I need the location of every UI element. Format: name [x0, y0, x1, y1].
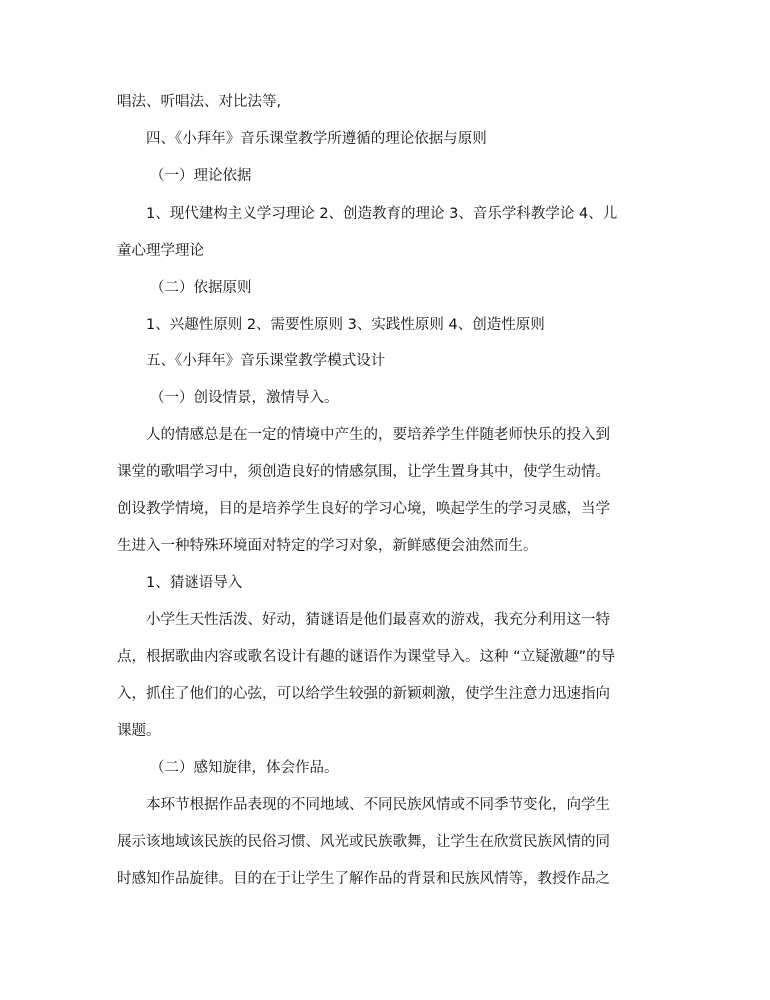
subsection-heading: 1、猜谜语导入 — [146, 575, 243, 591]
subsection-heading: （二）感知旋律，体会作品。 — [150, 760, 339, 776]
section-heading: 四、《小拜年》音乐课堂教学所遵循的理论依据与原则 — [146, 131, 487, 147]
text-line: 生进入一种特殊环境面对特定的学习对象，新鲜感便会油然而生。 — [117, 538, 538, 554]
text-line: 唱法、听唱法、对比法等, — [117, 94, 282, 110]
text-line: 入，抓住了他们的心弦，可以给学生较强的新颖刺激，使学生注意力迅速指向 — [117, 686, 610, 702]
text-line: 创设教学情境，目的是培养学生良好的学习心境，唤起学生的学习灵感，当学 — [117, 501, 610, 517]
text-line: 1、兴趣性原则 2、需要性原则 3、实践性原则 4、创造性原则 — [146, 317, 545, 333]
text-line: 课堂的歌唱学习中，须创造良好的情感氛围，让学生置身其中，使学生动情。 — [117, 464, 610, 480]
text-line: 小学生天性活泼、好动，猜谜语是他们最喜欢的游戏，我充分利用这一特 — [146, 612, 610, 628]
text-line: 时感知作品旋律。目的在于让学生了解作品的背景和民族风情等，教授作品之 — [117, 871, 610, 887]
text-line: 点，根据歌曲内容或歌名设计有趣的谜语作为课堂导入。这种 “立疑激趣”的导 — [117, 649, 616, 665]
text-line: 本环节根据作品表现的不同地域、不同民族风情或不同季节变化，向学生 — [146, 797, 610, 813]
text-line: 课题。 — [117, 723, 161, 739]
text-line: 人的情感总是在一定的情境中产生的，要培养学生伴随老师快乐的投入到 — [146, 427, 610, 443]
subsection-heading: （一）理论依据 — [150, 168, 252, 184]
text-line: 展示该地域该民族的民俗习惯、风光或民族歌舞，让学生在欣赏民族风情的同 — [117, 834, 610, 850]
subsection-heading: （一）创设情景，激情导入。 — [150, 390, 339, 406]
text-line: 1、现代建构主义学习理论 2、创造教育的理论 3、音乐学科教学论 4、儿 — [146, 206, 618, 222]
subsection-heading: （二）依据原则 — [150, 280, 252, 296]
section-heading: 五、《小拜年》音乐课堂教学模式设计 — [146, 353, 386, 369]
text-line: 童心理学理论 — [117, 243, 204, 259]
